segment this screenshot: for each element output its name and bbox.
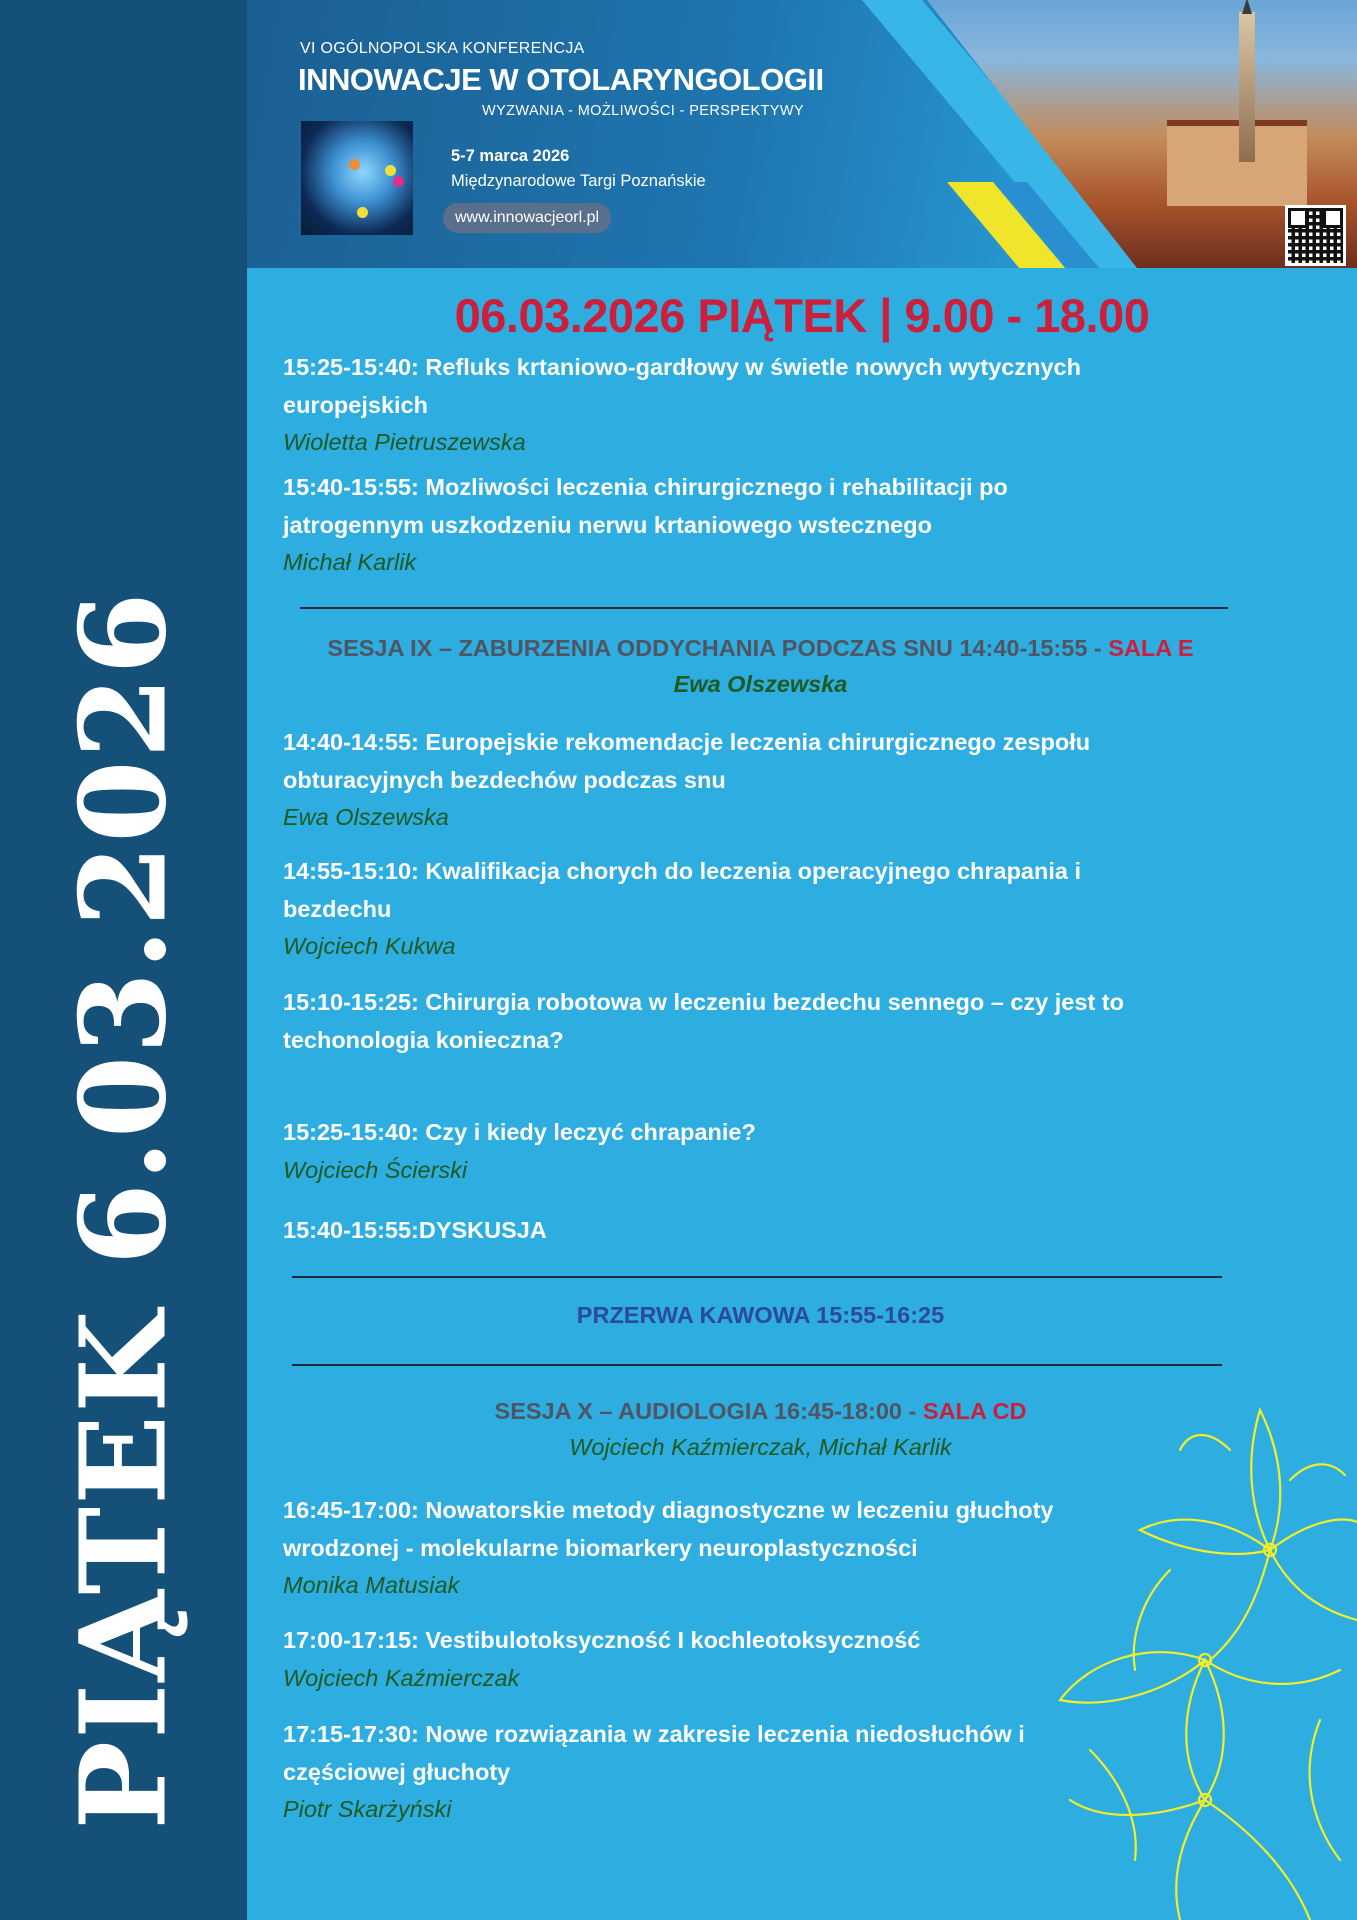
talk-item	[283, 984, 1183, 1059]
talk-title: europejskich	[283, 391, 428, 418]
talk-title: 15:10-15:25: Chirurgia robotowa w leczeniu bezdechu sennego – czy jest to	[283, 989, 1124, 1015]
talk-speaker: Wojciech Kukwa	[283, 933, 456, 959]
side-banner	[0, 0, 247, 1920]
talk-title: 17:15-17:30: Nowe rozwiązania w zakresie leczenia niedosłuchów i	[283, 1721, 1025, 1747]
divider	[300, 607, 1228, 609]
session-ix-header	[247, 630, 1274, 702]
city-building	[1167, 120, 1307, 206]
talk-title: obturacyjnych bezdechów podczas snu	[283, 766, 726, 793]
talk-title: 15:25-15:40: Refluks krtaniowo-gardłowy w świetle nowych wytycznych	[283, 354, 1081, 380]
talk-speaker: Ewa Olszewska	[283, 804, 449, 830]
xray-dot	[349, 159, 360, 170]
talk-item	[283, 1212, 1183, 1250]
xray-skull-image	[301, 121, 413, 235]
qr-code-icon[interactable]	[1285, 205, 1346, 266]
talk-title: 14:55-15:10: Kwalifikacja chorych do leczenia operacyjnego chrapania i	[283, 858, 1082, 884]
talk-title: wrodzonej - molekularne biomarkery neuroplastyczności	[283, 1534, 918, 1561]
session-room: SALA CD	[922, 1398, 1027, 1424]
side-day-title: PIĄTEK 6.03.2026	[53, 590, 193, 1830]
talk-title: 15:40-15:55: Mozliwości leczenia chirurgicznego i rehabilitacji po	[283, 474, 1008, 500]
talk-title: częściowej głuchoty	[283, 1758, 511, 1785]
talk-title: 15:40-15:55:DYSKUSJA	[283, 1217, 547, 1243]
conference-kicker: VI OGÓLNOPOLSKA KONFERENCJA	[300, 40, 585, 57]
divider	[292, 1276, 1222, 1278]
talk-title: bezdechu	[283, 895, 392, 922]
talk-speaker: Wojciech Kaźmierczak	[283, 1664, 520, 1691]
talk-title: jatrogennym uszkodzeniu nerwu krtaniowego wstecznego	[283, 511, 932, 538]
day-heading: 06.03.2026 PIĄTEK | 9.00 - 18.00	[454, 289, 1150, 342]
talk-speaker: Michał Karlik	[283, 549, 417, 575]
talk-title: 15:25-15:40: Czy i kiedy leczyć chrapanie?	[283, 1119, 756, 1145]
talk-speaker: Piotr Skarżyński	[283, 1796, 452, 1822]
session-chair: Ewa Olszewska	[673, 671, 848, 697]
session-heading	[247, 630, 1274, 666]
talk-title: techonologia konieczna?	[283, 1026, 564, 1053]
talk-item	[283, 1114, 1183, 1189]
session-room: SALA E	[1108, 635, 1194, 661]
city-tower	[1239, 12, 1255, 162]
xray-dot	[393, 176, 404, 187]
session-chairs: Wojciech Kaźmierczak, Michał Karlik	[569, 1434, 952, 1460]
lily-flower-decoration	[1030, 1390, 1357, 1920]
session-heading-text: SESJA IX – ZABURZENIA ODDYCHANIA PODCZAS SNU 14:40-15:55 -	[327, 635, 1109, 661]
conference-title: INNOWACJE W OTOLARYNGOLOGII	[298, 62, 824, 97]
talk-speaker: Wioletta Pietruszewska	[283, 429, 526, 455]
conference-date: 5-7 marca 2026	[451, 147, 570, 165]
conference-venue: Międzynarodowe Targi Poznańskie	[451, 172, 706, 190]
talk-title: 17:00-17:15: Vestibulotoksyczność I kochleotoksyczność	[283, 1627, 921, 1653]
conference-url-link[interactable]: www.innowacjeorl.pl	[443, 203, 611, 233]
talk-item	[283, 724, 1183, 837]
talk-item	[283, 469, 1183, 582]
coffee-break: PRZERWA KAWOWA 15:55-16:25	[576, 1302, 945, 1328]
talk-title: 14:40-14:55: Europejskie rekomendacje leczenia chirurgicznego zespołu	[283, 729, 1091, 755]
talk-speaker: Monika Matusiak	[283, 1572, 460, 1598]
conference-header	[247, 0, 1357, 268]
talk-title: 16:45-17:00: Nowatorskie metody diagnostyczne w leczeniu głuchoty	[283, 1497, 1054, 1523]
xray-dot	[357, 207, 368, 218]
talk-item	[283, 853, 1183, 966]
talk-item	[283, 349, 1183, 462]
conference-tagline: WYZWANIA - MOŻLIWOŚCI - PERSPEKTYWY	[482, 103, 805, 119]
session-heading-text: SESJA X – AUDIOLOGIA 16:45-18:00 -	[494, 1398, 923, 1424]
divider	[292, 1364, 1222, 1366]
xray-dot	[385, 165, 396, 176]
talk-speaker: Wojciech Ścierski	[283, 1156, 468, 1183]
